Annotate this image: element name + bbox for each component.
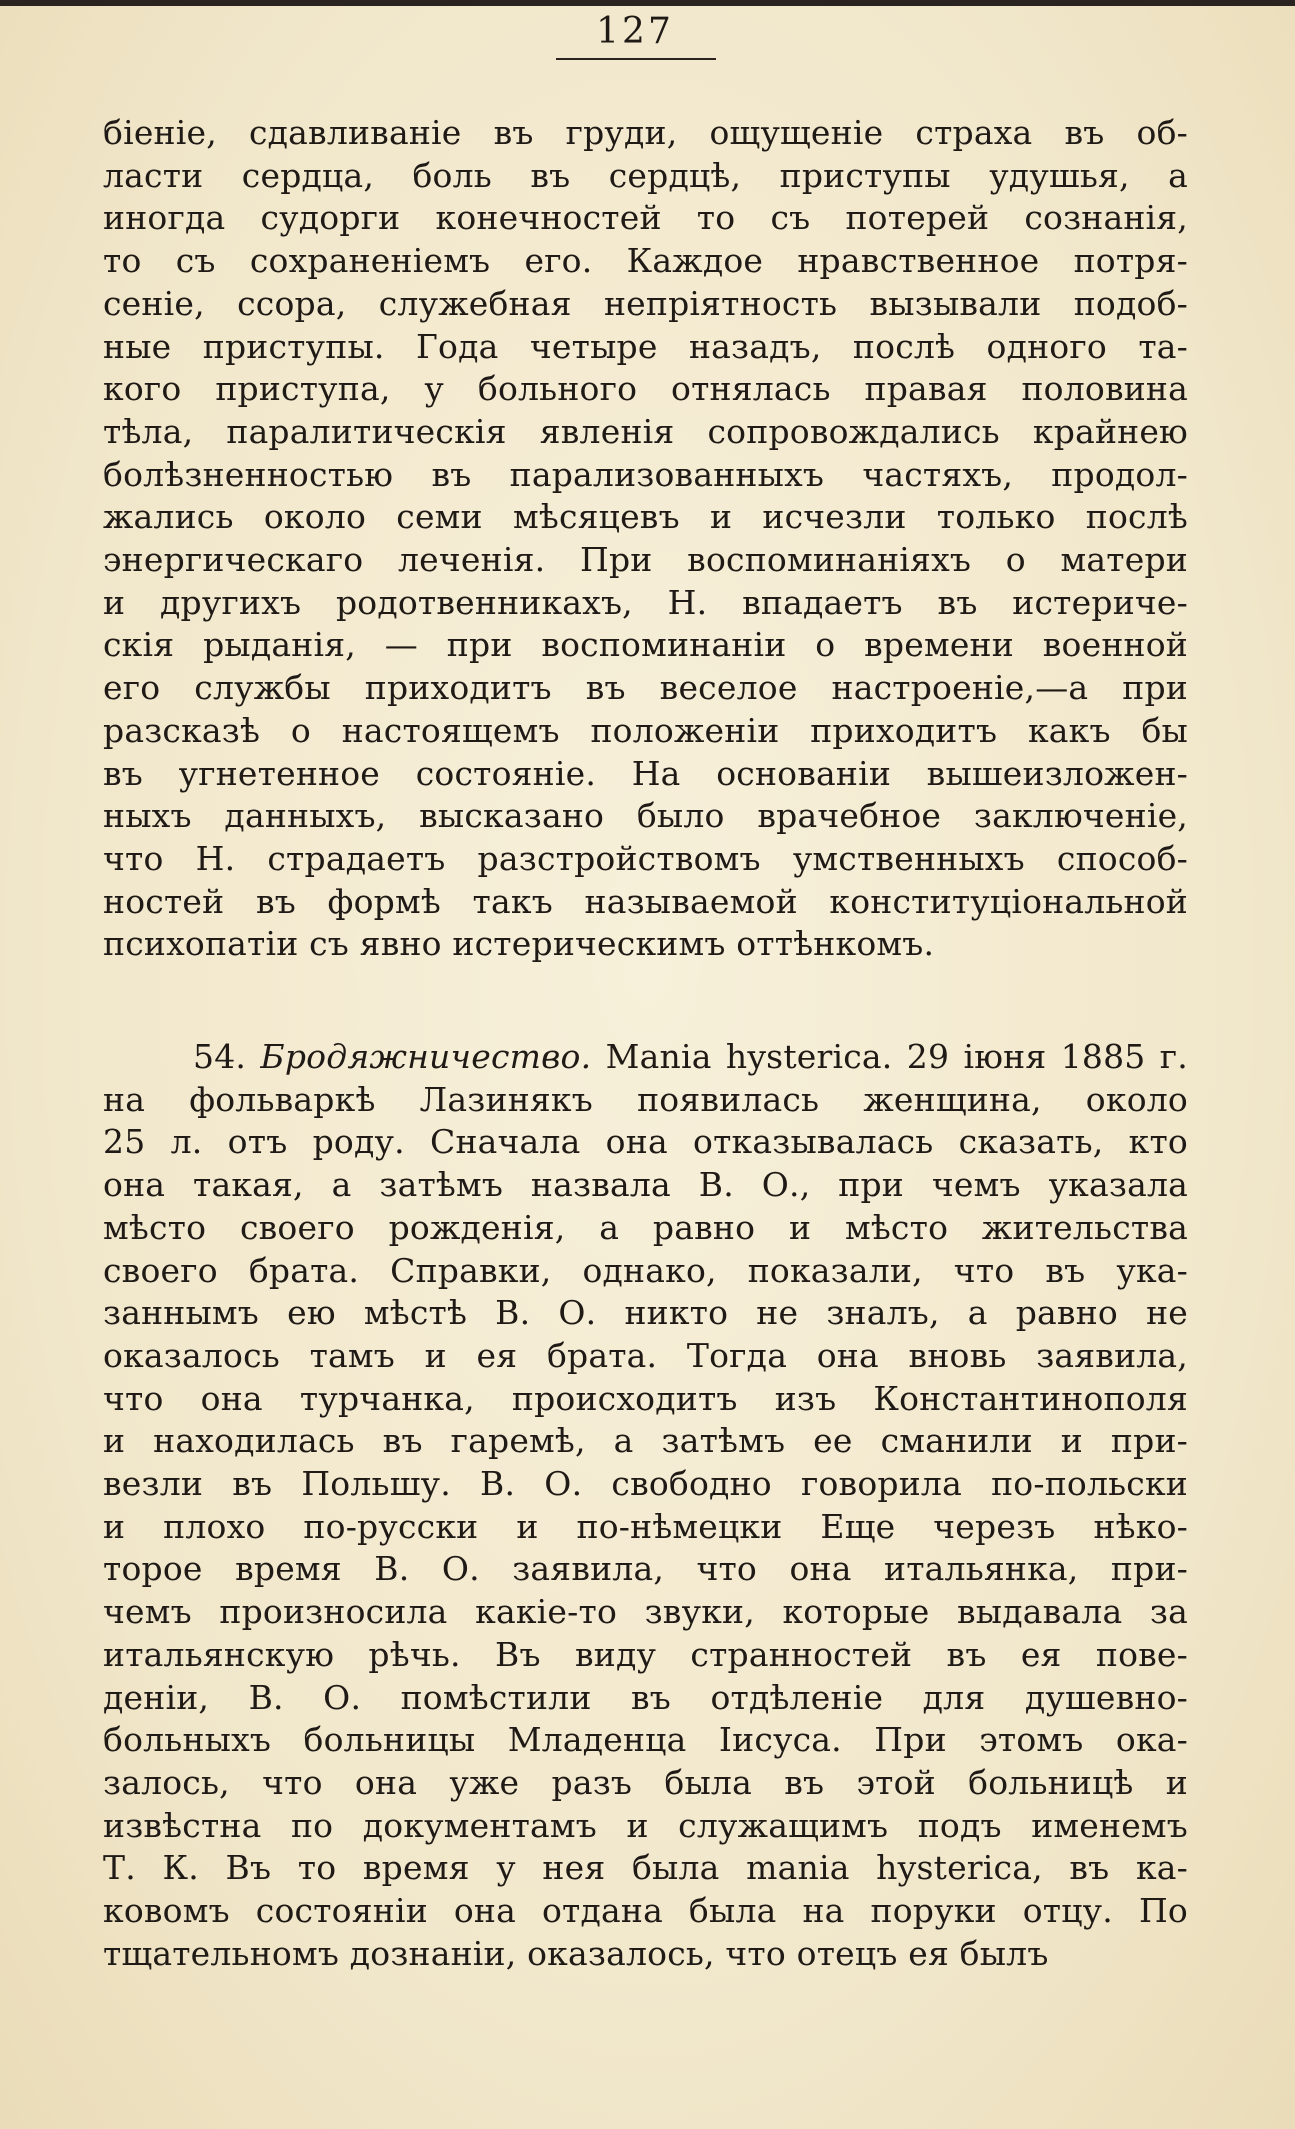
text-line: разсказѣ о настоящемъ положеніи приходитъ какъ бы [103,710,1188,750]
text-line: итальянскую рѣчь. Въ виду странностей въ ея пове- [103,1634,1188,1674]
text-line: что она турчанка, происходитъ изъ Константинополя [103,1378,1188,1418]
page-top-edge [0,0,1295,6]
text-line: ные приступы. Года четыре назадъ, послѣ одного та- [103,326,1188,366]
section-first-line [103,1036,1188,1079]
text-line: извѣстна по документамъ и служащимъ подъ именемъ [103,1805,1188,1845]
text-line: чемъ произносила какіе-то звуки, которые выдавала за [103,1592,1188,1632]
text-line: въ угнетенное состояніе. На основаніи вышеизложен- [103,753,1188,793]
text-line: болѣзненностью въ парализованныхъ частяхъ, продол- [103,454,1188,494]
text-line: жались около семи мѣсяцевъ и исчезли только послѣ [103,497,1188,537]
text-line: деніи, В. О. помѣстили въ отдѣленіе для душевно- [103,1677,1188,1717]
text-line: своего брата. Справки, однако, показали, что въ ука- [103,1250,1188,1290]
text-line: біеніе, сдавливаніе въ груди, ощущеніе страха въ об- [103,113,1188,152]
text-line: 25 л. отъ роду. Сначала она отказывалась сказать, кто [103,1122,1188,1162]
text-line: и плохо по-русски и по-нѣмецки Еще черезъ нѣко- [103,1506,1188,1546]
section-first-line-text: Mania hysterica. 29 іюня 1885 г. [605,1037,1188,1076]
text-line: иногда судорги конечностей то съ потерей сознанія, [103,198,1188,238]
text-line: и другихъ родотвенникахъ, Н. впадаетъ въ истериче- [103,582,1188,622]
text-line: психопатіи съ явно истерическимъ оттѣнкомъ. [103,924,935,964]
text-line: мѣсто своего рожденія, а равно и мѣсто жительства [103,1207,1188,1247]
text-line: энергическаго леченія. При воспоминаніяхъ о матери [103,540,1188,580]
page-number: 127 [596,11,674,52]
text-line: везли въ Польшу. В. О. свободно говорила по-польски [103,1464,1188,1504]
text-line: и находилась въ гаремѣ, а затѣмъ ее сманили и при- [103,1421,1188,1461]
text-line: она такая, а затѣмъ назвала В. О., при чемъ указала [103,1165,1188,1205]
text-line: тѣла, паралитическія явленія сопровождались крайнею [103,411,1188,451]
section-number: 54. [193,1037,247,1076]
text-line: больныхъ больницы Младенца Іисуса. При этомъ ока- [103,1720,1188,1760]
text-line: его службы приходитъ въ веселое настроеніе,—а при [103,668,1188,708]
text-line: залось, что она уже разъ была въ этой больницѣ и [103,1762,1188,1802]
text-line: ныхъ данныхъ, высказано было врачебное заключеніе, [103,796,1188,836]
text-line: оказалось тамъ и ея брата. Тогда она вновь заявила, [103,1335,1188,1375]
text-line: ностей въ формѣ такъ называемой конституціональной [103,881,1188,921]
text-line: сеніе, ссора, служебная непріятность вызывали подоб- [103,283,1188,323]
text-line: ласти сердца, боль въ сердцѣ, приступы удушья, а [103,155,1188,195]
section-heading: Бродяжничество. [260,1037,592,1076]
text-line: Т. К. Въ то время у нея была mania hysterica, въ ка- [103,1848,1188,1888]
text-line: торое время В. О. заявила, что она итальянка, при- [103,1549,1188,1589]
text-line: на фольваркѣ Лазинякъ появилась женщина, около [103,1079,1188,1119]
text-line: тщательномъ дознаніи, оказалось, что отецъ ея былъ [103,1933,1049,1973]
paragraph-1 [103,112,1188,966]
text-line: что Н. страдаетъ разстройствомъ умственныхъ способ- [103,838,1188,878]
text-line: ковомъ состояніи она отдана была на поруки отцу. По [103,1891,1188,1931]
text-line: кого приступа, у больного отнялась правая половина [103,369,1188,409]
paragraph-54 [103,1036,1188,1975]
text-line: то съ сохраненіемъ его. Каждое нравственное потря- [103,241,1188,281]
text-line: заннымъ ею мѣстѣ В. О. никто не зналъ, а равно не [103,1293,1188,1333]
page-number-rule [556,58,716,60]
text-line: скія рыданія, — при воспоминаніи о времени военной [103,625,1188,665]
